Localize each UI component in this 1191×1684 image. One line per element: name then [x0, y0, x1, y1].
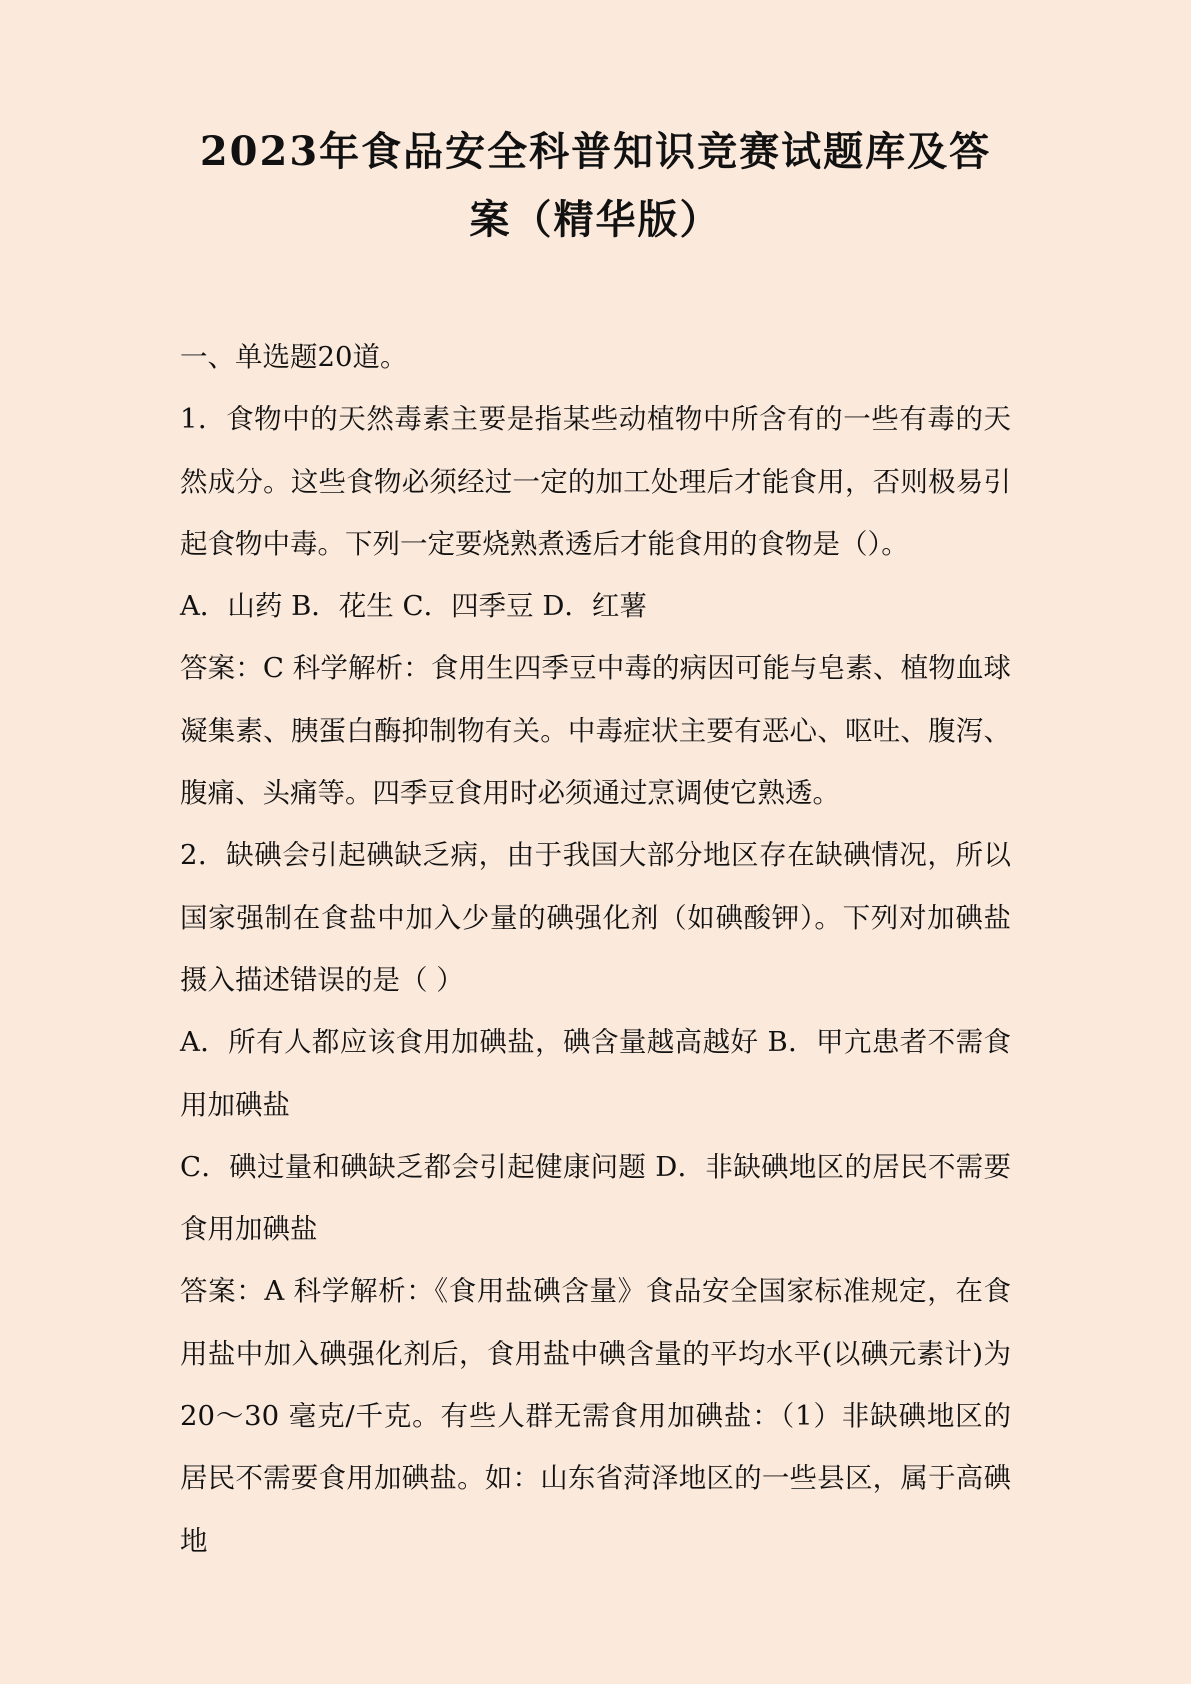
- question-2-options-ab: A．所有人都应该食用加碘盐，碘含量越高越好 B．甲亢患者不需食用加碘盐: [180, 1026, 1011, 1121]
- title-line-2: 案（精华版）: [469, 196, 722, 243]
- question-1: 1．食物中的天然毒素主要是指某些动植物中所含有的一些有毒的天然成分。这些食物必须经过一定的加工处理后才能食用，否则极易引起食物中毒。下列一定要烧熟煮透后才能食用的食物是（）。: [180, 403, 1011, 560]
- title-line-1: 2023年食品安全科普知识竞赛试题库及答: [199, 128, 992, 175]
- document-title: [150, 118, 1041, 254]
- section-heading: 一、单选题20道。: [180, 341, 408, 373]
- question-2-options-cd: C．碘过量和碘缺乏都会引起健康问题 D．非缺碘地区的居民不需要食用加碘盐: [180, 1150, 1011, 1246]
- document-body: [180, 326, 1011, 1572]
- question-1-answer: 答案：C 科学解析：食用生四季豆中毒的病因可能与皂素、植物血球凝集素、胰蛋白酶抑制物有关。中毒症状主要有恶心、呕吐、腹泻、腹痛、头痛等。四季豆食用时必须通过烹调使它熟透。: [180, 652, 1011, 810]
- question-1-options: A．山药 B．花生 C．四季豆 D．红薯: [180, 590, 647, 623]
- question-2-answer: 答案：A 科学解析：《食用盐碘含量》食品安全国家标准规定，在食用盐中加入碘强化剂后，食用盐中碘含量的平均水平(以碘元素计)为20～30 毫克/千克。有些人群无需食用加碘盐：（1）非缺碘地区的居民不需要食用加碘盐。如：山东省菏泽地区的一些县区，属于高碘地: [180, 1275, 1011, 1557]
- question-2: 2．缺碘会引起碘缺乏病，由于我国大部分地区存在缺碘情况，所以国家强制在食盐中加入少量的碘强化剂（如碘酸钾）。下列对加碘盐摄入描述错误的是（ ）: [180, 839, 1011, 996]
